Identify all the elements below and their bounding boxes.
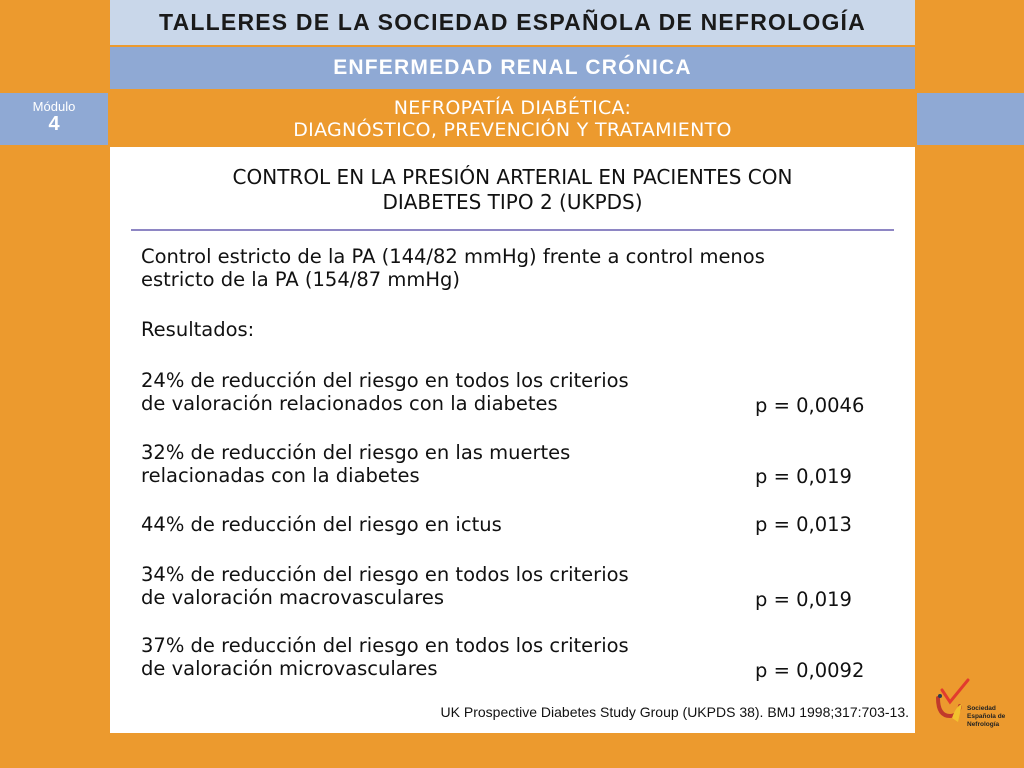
result-1-line1: 24% de reducción del riesgo en todos los criterios <box>141 369 629 392</box>
result-4-line2: de valoración macrovasculares <box>141 586 445 609</box>
result-5-pvalue: p = 0,0092 <box>755 659 865 682</box>
header-title: TALLERES DE LA SOCIEDAD ESPAÑOLA DE NEFROLOGÍA <box>110 0 915 45</box>
slide-title-line2: DIABETES TIPO 2 (UKPDS) <box>382 190 643 214</box>
result-2-line2: relacionadas con la diabetes <box>141 464 420 487</box>
title-divider <box>131 229 894 231</box>
logo-line3: Nefrología <box>967 721 1000 728</box>
right-decor-block <box>917 93 1024 145</box>
module-number: 4 <box>48 113 60 135</box>
result-1-pvalue: p = 0,0046 <box>755 394 865 417</box>
module-badge <box>0 93 108 145</box>
result-4-pvalue: p = 0,019 <box>755 588 852 611</box>
header-subtitle: ENFERMEDAD RENAL CRÓNICA <box>110 47 915 89</box>
result-2-line1: 32% de reducción del riesgo en las muertes <box>141 441 571 464</box>
result-2-pvalue: p = 0,019 <box>755 465 852 488</box>
logo-line2: Española de <box>967 713 1006 720</box>
result-5-line2: de valoración microvasculares <box>141 657 438 680</box>
result-4-line1: 34% de reducción del riesgo en todos los criterios <box>141 563 629 586</box>
citation: UK Prospective Diabetes Study Group (UKPDS 38). BMJ 1998;317:703-13. <box>440 704 909 720</box>
slide-title <box>110 165 915 215</box>
slide-title-line1: CONTROL EN LA PRESIÓN ARTERIAL EN PACIENTES CON <box>232 165 793 189</box>
result-5-line1: 37% de reducción del riesgo en todos los criterios <box>141 634 629 657</box>
result-1-line2: de valoración relacionados con la diabetes <box>141 392 558 415</box>
topic-line2: DIAGNÓSTICO, PREVENCIÓN Y TRATAMIENTO <box>293 119 732 141</box>
topic-heading <box>110 93 915 145</box>
result-3-line1: 44% de reducción del riesgo en ictus <box>141 513 502 536</box>
slide-content-panel <box>110 147 915 733</box>
result-3-pvalue: p = 0,013 <box>755 513 852 536</box>
logo-line1: Sociedad <box>967 705 996 712</box>
intro-line1: Control estricto de la PA (144/82 mmHg) frente a control menos <box>141 245 765 268</box>
intro-line2: estricto de la PA (154/87 mmHg) <box>141 268 460 291</box>
logo-text <box>967 705 1005 729</box>
module-label: Módulo <box>32 99 76 114</box>
topic-line1: NEFROPATÍA DIABÉTICA: <box>393 97 632 119</box>
results-label: Resultados: <box>141 318 255 341</box>
